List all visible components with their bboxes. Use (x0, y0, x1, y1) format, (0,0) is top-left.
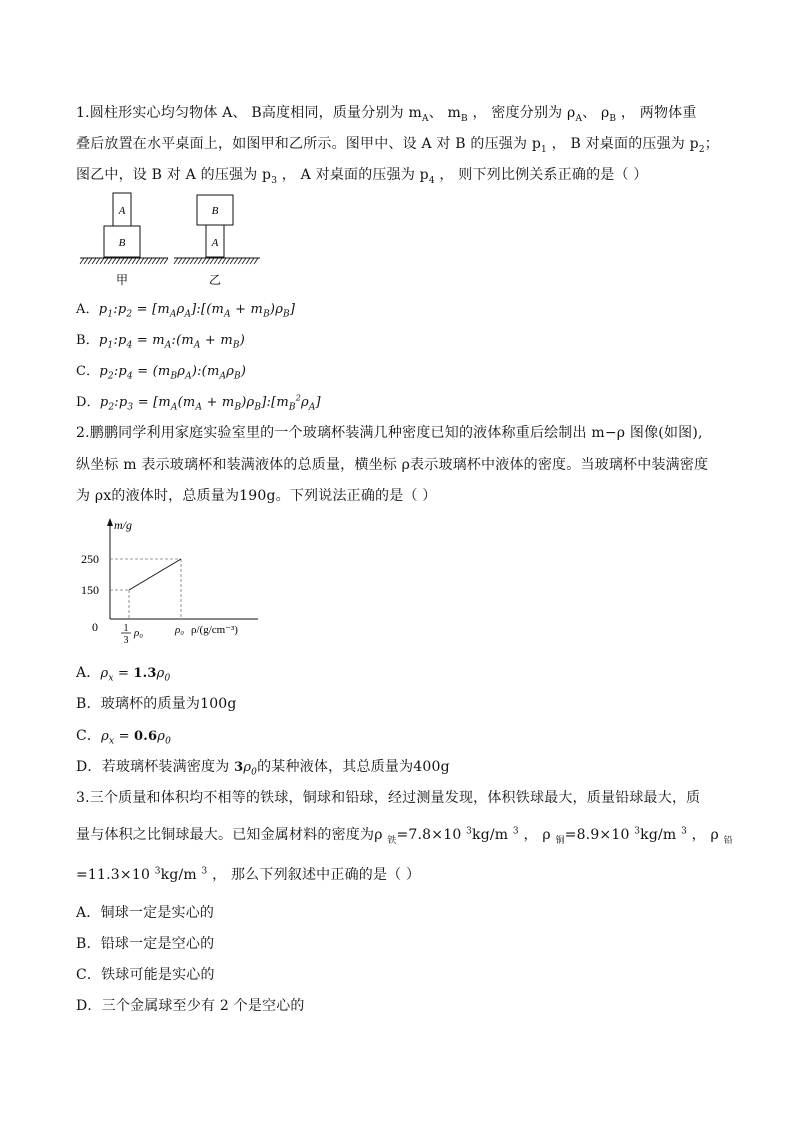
y-tick-250: 250 (81, 552, 99, 566)
q2-option-a: A．$\rho_x = 1.3\rho_0$ (76, 665, 171, 684)
q1-option-b: B．$p_1:p_4$ = $m_A:(m_A + m_B)$ (76, 333, 245, 351)
y-axis-label: m/g (114, 518, 132, 532)
q3-stem-line-3: =11.3×10 $^3$kg/m $^3$ ， 那么下列叙述中正确的是（ ） (76, 866, 421, 883)
q2-option-b: B．玻璃杯的质量为100g (76, 696, 237, 712)
q2-stem-line-3: 为 ρx的液体时，总质量为190g。下列说法正确的是（ ） (76, 488, 437, 504)
fig-caption-jia: 甲 (115, 273, 129, 287)
q2-stem-line-2: 纵坐标 m 表示玻璃杯和装满液体的总质量，横坐标 ρ表示玻璃杯中液体的密度。当玻璃杯中装满密度 (76, 457, 709, 473)
q3-stem-line-2: 量与体积之比铜球最大。已知金属材料的密度为ρ $_铁$=7.8×10 $^3$kg/m $^3$ ， ρ $_铜$=8.9×10 $^3$kg/m $^3$ ， ρ $_铅$ (76, 826, 733, 846)
x-tick-rho0: ρ₀ (175, 624, 185, 636)
q2-stem-line-1: 2.鹏鹏同学利用家庭实验室里的一个玻璃杯装满几种密度已知的液体称重后绘制出 m−ρ 图像(如图), (76, 425, 703, 441)
q1-stem-line-3: 图乙中，设 B 对 A 的压强为 $p_3$ ， A 对桌面的压强为 $p_4$ ， 则下列比例关系正确的是（ ） (76, 167, 648, 186)
q1-option-d: D．$p_2:p_3 = [m_A(m_A$ + $m_B)\rho_B]:[m_B^2\rho_A]$ (76, 393, 321, 413)
ground-hatch-yi (174, 258, 258, 264)
q3-option-b: B．铅球一定是空心的 (76, 936, 215, 952)
q3-option-c: C．铁球可能是实心的 (76, 967, 215, 983)
q3-stem-line-1: 3.三个质量和体积均不相等的铁球，铜球和铅球，经过测量发现，体积铁球最大，质量铅球最大，质 (76, 790, 701, 806)
q1-stem-line-1: 1.圆柱形实心均匀物体 A、 B高度相同，质量分别为 $m_A$、 $m_B$ ， 密度分别为 $\rho_A$、 $\rho_B$ ， 两物体重 (76, 105, 697, 124)
q2-option-d: D．若玻璃杯装满密度为 $3\rho_0$的某种液体，其总质量为400g (76, 759, 450, 778)
fig-yi-label-b: B (211, 205, 219, 217)
q2-option-c: C．$\rho_x = 0.6\rho_0$ (76, 728, 172, 747)
x-tick-frac-den: 3 (123, 635, 129, 646)
fig-yi-label-a: A (211, 237, 219, 249)
q1-stacked-blocks-figure (76, 190, 266, 290)
q1-option-c: C．$p_2:p_4$ = $(m_B\rho_A):(m_A\rho_B)$ (76, 364, 247, 382)
q1-stem-line-2: 叠后放置在水平桌面上，如图甲和乙所示。图甲中、设 A 对 B 的压强为 $p_1$ ， B 对桌面的压强为 $p_2$； (76, 136, 719, 155)
data-line (129, 559, 181, 590)
q1-option-a: A．$p_1:p_2$ = $[m_A\rho_A]:[(m_A + m_B)\rho_B]$ (76, 302, 296, 320)
q2-m-rho-graph (81, 515, 266, 650)
ground-hatch-jia (80, 258, 168, 264)
q3-option-d: D．三个金属球至少有 2 个是空心的 (76, 998, 305, 1014)
fig-caption-yi: 乙 (208, 273, 222, 287)
x-tick-frac-rho: ρ₀ (134, 627, 144, 639)
x-axis-label: ρ/(g/cm⁻³) (191, 624, 238, 636)
fig-jia-label-b: B (118, 237, 126, 249)
origin-label: 0 (92, 620, 98, 634)
y-axis-arrow (107, 518, 113, 526)
y-tick-150: 150 (81, 583, 99, 597)
fig-jia-label-a: A (118, 205, 126, 217)
q3-option-a: A．铜球一定是实心的 (76, 905, 215, 921)
x-tick-frac-num: 1 (123, 623, 129, 634)
